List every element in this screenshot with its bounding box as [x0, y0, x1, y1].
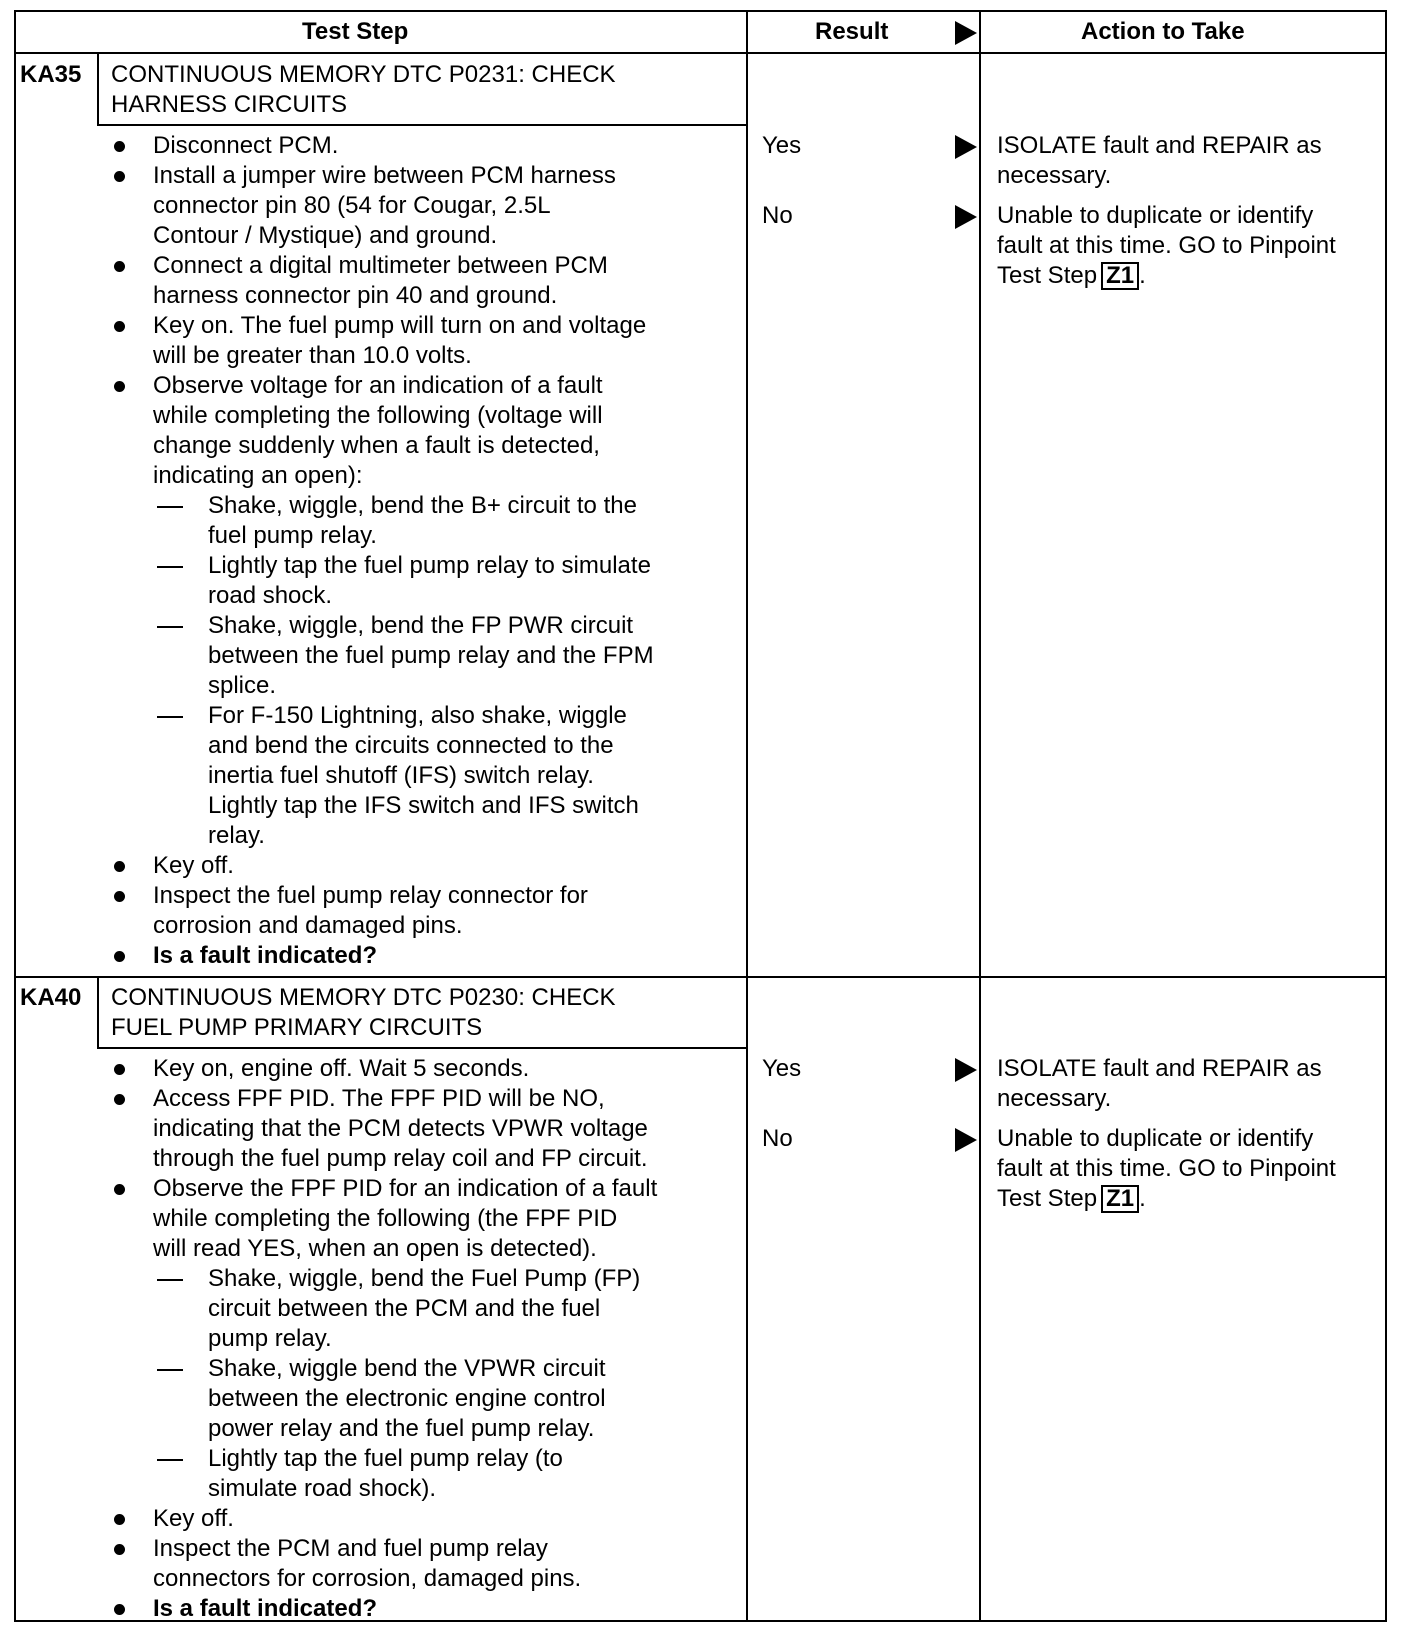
ka35-body-line: Key on. The fuel pump will turn on and voltage: [153, 312, 647, 339]
ka35-body-line: connector pin 80 (54 for Cougar, 2.5L: [153, 192, 551, 219]
ka40-no-action-goto: [997, 1184, 1146, 1214]
bullet-icon: [114, 381, 125, 392]
ka35-body-line: road shock.: [208, 582, 333, 609]
ka40-question: Is a fault indicated?: [153, 1595, 378, 1622]
ka35-body-line: Observe voltage for an indication of a fault: [153, 372, 603, 399]
ka40-body-line: Inspect the PCM and fuel pump relay: [153, 1535, 548, 1562]
ka35-id-divider: [97, 52, 99, 125]
ka40-body-line: Observe the FPF PID for an indication of a fault: [153, 1175, 658, 1202]
bullet-icon: [114, 141, 125, 152]
ka35-result-yes: Yes: [762, 132, 802, 159]
ka35-body-line: corrosion and damaged pins.: [153, 912, 463, 939]
ka35-body-line: Shake, wiggle, bend the FP PWR circuit: [208, 612, 634, 639]
arrow-icon: [955, 135, 977, 159]
ka35-body-line: indicating an open):: [153, 462, 363, 489]
ka40-body-line: Access FPF PID. The FPF PID will be NO,: [153, 1085, 605, 1112]
ka35-body-line: Key off.: [153, 852, 234, 879]
ka35-yes-action-line: ISOLATE fault and REPAIR as: [997, 132, 1322, 159]
dash-icon: [157, 716, 183, 718]
bullet-icon: [114, 1064, 125, 1075]
ka35-body-line: while completing the following (voltage will: [153, 402, 603, 429]
ka35-body-line: Install a jumper wire between PCM harness: [153, 162, 616, 189]
ka40-body-line: simulate road shock).: [208, 1475, 437, 1502]
ka40-body-line: while completing the following (the FPF PID: [153, 1205, 618, 1232]
ka35-goto-label: Test Step: [997, 262, 1098, 289]
ka35-no-action-line: fault at this time. GO to Pinpoint: [997, 232, 1336, 259]
ka35-body-line: inertia fuel shutoff (IFS) switch relay.: [208, 762, 594, 789]
arrow-icon: [955, 1058, 977, 1082]
ka35-yes-action-line: necessary.: [997, 162, 1112, 189]
ka40-body-line: Key on, engine off. Wait 5 seconds.: [153, 1055, 530, 1082]
ka35-body-line: Disconnect PCM.: [153, 132, 339, 159]
ka40-yes-action-line: ISOLATE fault and REPAIR as: [997, 1055, 1322, 1082]
dash-icon: [157, 1369, 183, 1371]
ka40-body-line: Lightly tap the fuel pump relay (to: [208, 1445, 563, 1472]
bullet-icon: [114, 1514, 125, 1525]
ka35-result-no: No: [762, 202, 793, 229]
ka40-goto-label: Test Step: [997, 1185, 1098, 1212]
ka35-body-line: For F-150 Lightning, also shake, wiggle: [208, 702, 627, 729]
ka35-title-rule: [97, 124, 746, 126]
period: .: [1139, 1185, 1146, 1212]
header-action: Action to Take: [1081, 18, 1245, 45]
header-rule: [14, 52, 1387, 54]
ka40-result-no: No: [762, 1125, 793, 1152]
ka35-body-line: and bend the circuits connected to the: [208, 732, 614, 759]
ka35-body-line: Shake, wiggle, bend the B+ circuit to the: [208, 492, 637, 519]
divider-result-col: [746, 10, 748, 1622]
ka35-body-line: Connect a digital multimeter between PCM: [153, 252, 608, 279]
ka35-no-action-line: Unable to duplicate or identify: [997, 202, 1314, 229]
ka35-body-line: will be greater than 10.0 volts.: [153, 342, 472, 369]
ka40-goto-link[interactable]: Z1: [1101, 1185, 1139, 1213]
arrow-icon: [955, 1128, 977, 1152]
ka40-body-line: through the fuel pump relay coil and FP circuit.: [153, 1145, 648, 1172]
bullet-icon: [114, 1544, 125, 1555]
ka35-body-line: Lightly tap the fuel pump relay to simulate: [208, 552, 651, 579]
ka40-body-line: Key off.: [153, 1505, 234, 1532]
bullet-icon: [114, 261, 125, 272]
row-separator: [14, 976, 1387, 978]
ka35-body-line: fuel pump relay.: [208, 522, 377, 549]
header-test-step: Test Step: [302, 18, 409, 45]
dash-icon: [157, 626, 183, 628]
bullet-icon: [114, 861, 125, 872]
ka40-body-line: circuit between the PCM and the fuel: [208, 1295, 601, 1322]
ka35-title-line-1: CONTINUOUS MEMORY DTC P0231: CHECK: [111, 61, 616, 88]
ka35-step-id: KA35: [20, 61, 82, 88]
ka40-title-line-2: FUEL PUMP PRIMARY CIRCUITS: [111, 1014, 483, 1041]
bullet-icon: [114, 1094, 125, 1105]
bullet-icon: [114, 891, 125, 902]
bullet-icon: [114, 951, 125, 962]
ka40-title-rule: [97, 1047, 746, 1049]
ka35-body-line: between the fuel pump relay and the FPM: [208, 642, 654, 669]
header-arrow-icon: [955, 21, 977, 45]
divider-action-col: [979, 10, 981, 1622]
header-result: Result: [815, 18, 889, 45]
ka35-goto-link[interactable]: Z1: [1101, 262, 1139, 290]
dash-icon: [157, 1279, 183, 1281]
dash-icon: [157, 1459, 183, 1461]
arrow-icon: [955, 205, 977, 229]
ka35-body-line: change suddenly when a fault is detected,: [153, 432, 600, 459]
ka40-body-line: will read YES, when an open is detected).: [153, 1235, 597, 1262]
bullet-icon: [114, 321, 125, 332]
ka40-body-line: connectors for corrosion, damaged pins.: [153, 1565, 582, 1592]
ka40-body-line: Shake, wiggle, bend the Fuel Pump (FP): [208, 1265, 641, 1292]
ka40-title-line-1: CONTINUOUS MEMORY DTC P0230: CHECK: [111, 984, 616, 1011]
ka40-body-line: power relay and the fuel pump relay.: [208, 1415, 595, 1442]
ka40-id-divider: [97, 976, 99, 1049]
ka40-no-action-line: fault at this time. GO to Pinpoint: [997, 1155, 1336, 1182]
ka35-body-line: relay.: [208, 822, 265, 849]
ka35-body-line: Inspect the fuel pump relay connector for: [153, 882, 588, 909]
ka40-body-line: pump relay.: [208, 1325, 332, 1352]
period: .: [1139, 262, 1146, 289]
ka35-body-line: splice.: [208, 672, 277, 699]
bullet-icon: [114, 1184, 125, 1195]
ka35-no-action-goto: [997, 261, 1146, 291]
ka35-question: Is a fault indicated?: [153, 942, 378, 969]
bullet-icon: [114, 1604, 125, 1615]
ka40-body-line: indicating that the PCM detects VPWR voltage: [153, 1115, 648, 1142]
ka40-result-yes: Yes: [762, 1055, 802, 1082]
ka40-body-line: between the electronic engine control: [208, 1385, 606, 1412]
ka35-body-line: harness connector pin 40 and ground.: [153, 282, 558, 309]
ka35-body-line: Lightly tap the IFS switch and IFS switch: [208, 792, 639, 819]
ka40-step-id: KA40: [20, 984, 82, 1011]
ka35-title-line-2: HARNESS CIRCUITS: [111, 91, 348, 118]
bullet-icon: [114, 171, 125, 182]
dash-icon: [157, 566, 183, 568]
ka40-yes-action-line: necessary.: [997, 1085, 1112, 1112]
dash-icon: [157, 506, 183, 508]
ka35-body-line: Contour / Mystique) and ground.: [153, 222, 498, 249]
ka40-body-line: Shake, wiggle bend the VPWR circuit: [208, 1355, 606, 1382]
ka40-no-action-line: Unable to duplicate or identify: [997, 1125, 1314, 1152]
